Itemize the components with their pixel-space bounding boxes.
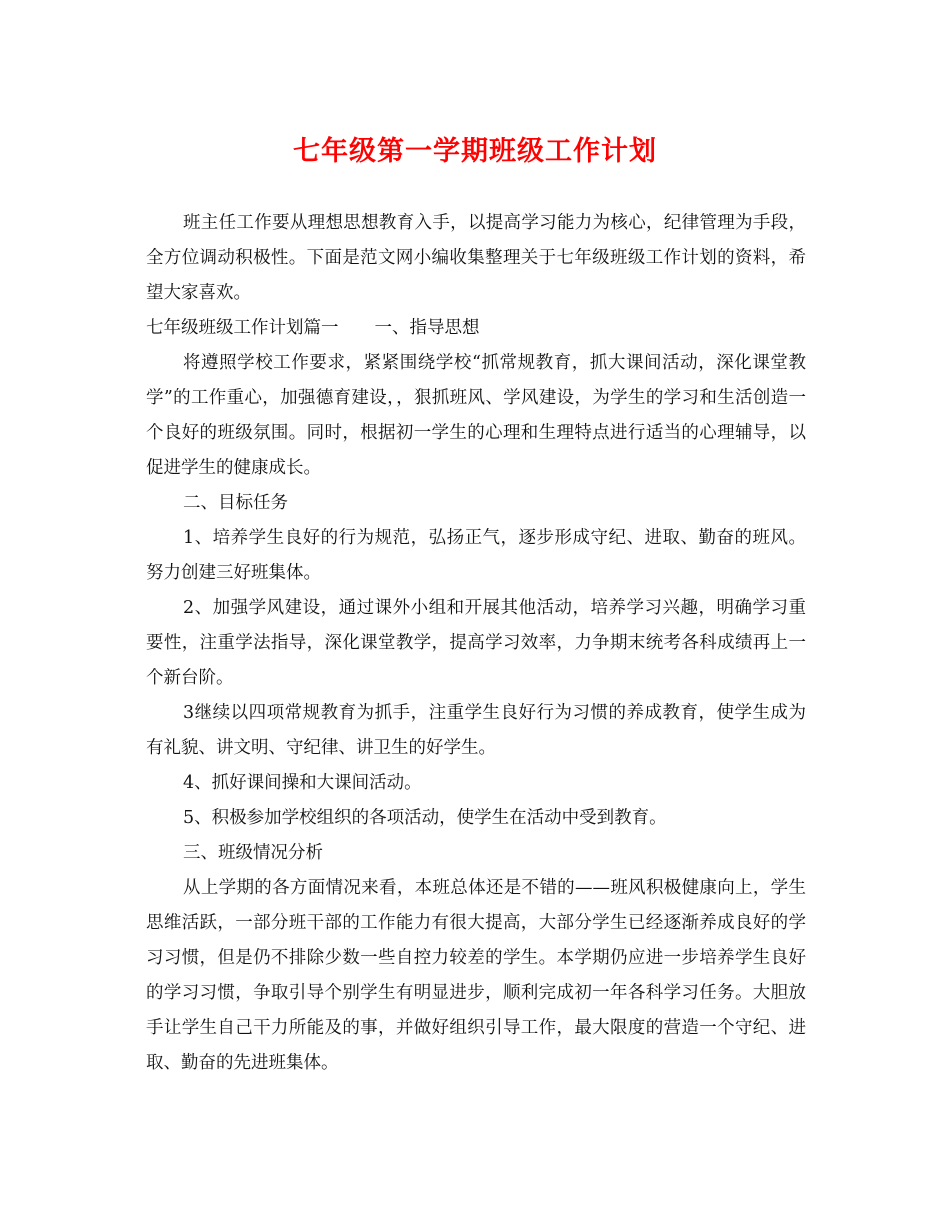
paragraph-class-analysis: 从上学期的各方面情况来看，本班总体还是不错的——班风积极健康向上，学生思维活跃，一部分班干部的工作能力有很大提高，大部分学生已经逐渐养成良好的学习习惯，但是仍不排除少数一些自控力较差的学生。本学期仍应进一步培养学生良好的学习习惯，争取引导个别学生有明显进步，顺利完成初一年各科学习任务。大胆放手让学生自己干力所能及的事，并做好组织引导工作，最大限度的营造一个守纪、进取、勤奋的先进班集体。	[146, 878, 806, 1073]
intro-paragraph: 班主任工作要从理想思想教育入手，以提高学习能力为核心，纪律管理为手段，全方位调动积极性。下面是范文网小编收集整理关于七年级班级工作计划的资料，希望大家喜欢。	[146, 213, 806, 303]
goal-item-3: 3继续以四项常规教育为抓手，注重学生良好行为习惯的养成教育，使学生成为有礼貌、讲文明、守纪律、讲卫生的好学生。	[146, 703, 806, 758]
page-title: 七年级第一学期班级工作计划	[293, 136, 657, 167]
goal-item-2: 2、加强学风建设，通过课外小组和开展其他活动，培养学习兴趣，明确学习重要性，注重学法指导，深化课堂教学，提高学习效率，力争期末统考各科成绩再上一个新台阶。	[146, 598, 806, 688]
goal-item-5: 5、积极参加学校组织的各项活动，使学生在活动中受到教育。	[183, 808, 667, 828]
heading-guiding-ideology: 一、指导思想	[374, 318, 480, 338]
goal-item-4: 4、抓好课间操和大课间活动。	[183, 773, 422, 793]
goal-item-1: 1、培养学生良好的行为规范，弘扬正气，逐步形成守纪、进取、勤奋的班风。努力创建三好班集体。	[146, 528, 806, 583]
paragraph-guiding-ideology: 将遵照学校工作要求，紧紧围绕学校“抓常规教育，抓大课间活动，深化课堂教学”的工作重心，加强德育建设，，狠抓班风、学风建设，为学生的学习和生活创造一个良好的班级氛围。同时，根据初一学生的心理和生理特点进行适当的心理辅导，以促进学生的健康成长。	[146, 353, 806, 478]
section-header-line	[146, 311, 806, 346]
heading-class-analysis: 三、班级情况分析	[183, 843, 323, 863]
heading-goals: 二、目标任务	[183, 493, 288, 513]
section-label: 七年级班级工作计划篇一	[146, 318, 339, 338]
document-body	[146, 206, 806, 1081]
